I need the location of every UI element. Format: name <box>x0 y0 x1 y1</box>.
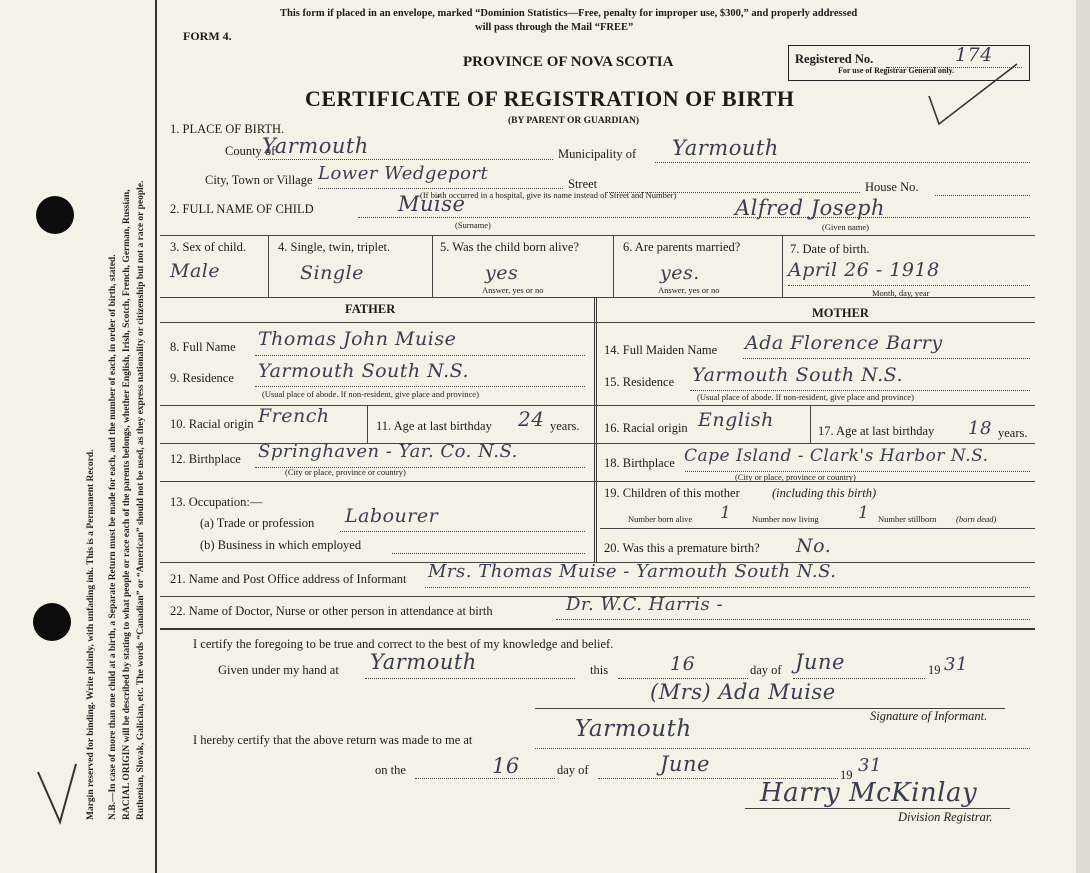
father-name-value: Thomas John Muise <box>258 328 457 350</box>
stillborn-note: (born dead) <box>956 514 997 524</box>
year-prefix: 19 <box>928 663 941 677</box>
mother-name-line <box>743 358 1030 359</box>
county-line <box>258 159 553 160</box>
registered-no-label: Registered No. <box>795 52 874 66</box>
doctor-label: 22. Name of Doctor, Nurse or other person in attendance at birth <box>170 604 493 618</box>
doctor-line <box>556 619 1030 620</box>
row3-div-2 <box>432 235 433 297</box>
mother-name-label: 14. Full Maiden Name <box>604 343 718 357</box>
registrar-use-note: For use of Registrar General only. <box>838 66 955 75</box>
margin-check-mark <box>32 760 82 830</box>
father-residence-label: 9. Residence <box>170 371 234 385</box>
children-label: 19. Children of this mother <box>604 486 740 500</box>
row3-div-3 <box>613 235 614 297</box>
municipality-line <box>655 162 1030 163</box>
father-age-label: 11. Age at last birthday <box>376 419 492 433</box>
trade-line <box>340 531 585 532</box>
form-number: FORM 4. <box>183 29 232 43</box>
father-heading: FATHER <box>345 302 396 316</box>
mother-age-label: 17. Age at last birthday <box>818 424 935 438</box>
province-heading: PROVINCE OF NOVA SCOTIA <box>463 54 674 70</box>
born-alive-value: yes <box>485 262 519 284</box>
street-label: Street <box>568 177 598 191</box>
informant-line <box>425 587 1030 588</box>
postal-notice: This form if placed in an envelope, marked “Dominion Statistics—Free, penalty for improper use, $300,” and properly addressed <box>280 8 858 19</box>
binding-hole-top <box>36 196 74 234</box>
day-line <box>618 678 748 679</box>
row3-top-rule <box>160 235 1035 236</box>
premature-label: 20. Was this a premature birth? <box>604 541 760 555</box>
father-name-line <box>255 355 585 356</box>
registrar-year-prefix: 19 <box>840 768 853 782</box>
parents-married-label: 6. Are parents married? <box>623 240 741 254</box>
date-of-birth-label: 7. Date of birth. <box>790 242 870 256</box>
registrar-day-of-label: day of <box>557 763 589 777</box>
page-edge-shadow <box>1076 0 1090 873</box>
city-line <box>318 188 563 189</box>
children-note: (including this birth) <box>772 486 877 500</box>
row3-div-4 <box>782 235 783 297</box>
county-label: County of <box>225 144 276 158</box>
doctor-value: Dr. W.C. Harris - <box>566 594 724 615</box>
mother-name-value: Ada Florence Barry <box>745 332 943 354</box>
registrar-signature-line <box>745 808 1010 809</box>
business-label: (b) Business in which employed <box>200 538 362 552</box>
informant-value: Mrs. Thomas Muise - Yarmouth South N.S. <box>428 561 837 582</box>
house-label: House No. <box>865 180 919 194</box>
row12-rule <box>160 481 1035 482</box>
hospital-note: (If birth occurred in a hospital, give its name instead of Street and Number) <box>420 190 677 200</box>
municipality-value: Yarmouth <box>672 136 779 160</box>
registrar-day-line <box>415 778 555 779</box>
date-of-birth-line <box>788 285 1030 286</box>
father-birthplace-caption: (City or place, province or country) <box>285 467 406 477</box>
certificate-title: CERTIFICATE OF REGISTRATION OF BIRTH <box>305 86 795 111</box>
municipality-label: Municipality of <box>558 147 637 161</box>
child-name-label: 2. FULL NAME OF CHILD <box>170 202 314 216</box>
informant-signature-caption: Signature of Informant. <box>870 709 988 723</box>
born-alive-label: 5. Was the child born alive? <box>440 240 580 254</box>
month-value: June <box>795 650 845 674</box>
mother-heading: MOTHER <box>812 306 869 320</box>
mother-race-value: English <box>698 409 774 431</box>
born-alive-count-label: Number born alive <box>628 514 693 524</box>
certification-statement: I certify the foregoing to be true and correct to the best of my knowledge and belief. <box>193 637 614 651</box>
informant-signature: (Mrs) Ada Muise <box>650 680 836 704</box>
mother-residence-label: 15. Residence <box>604 375 675 389</box>
plurality-value: Single <box>300 262 364 284</box>
registrar-statement: I hereby certify that the above return was made to me at <box>193 733 473 747</box>
surname-caption: (Surname) <box>455 220 491 230</box>
place-of-birth-heading: 1. PLACE OF BIRTH. <box>170 122 285 136</box>
father-birthplace-label: 12. Birthplace <box>170 452 241 466</box>
now-living-label: Number now living <box>752 514 819 524</box>
day-of-label: day of <box>750 663 782 677</box>
given-place-line <box>365 678 575 679</box>
registrar-signature: Harry McKinlay <box>760 778 978 808</box>
certificate-subtitle: (BY PARENT OR GUARDIAN) <box>508 116 639 126</box>
date-of-birth-value: April 26 - 1918 <box>788 259 940 281</box>
informant-label: 21. Name and Post Office address of Informant <box>170 572 407 586</box>
binding-hole-bottom <box>33 603 71 641</box>
given-place-value: Yarmouth <box>370 650 477 674</box>
now-living-value: 1 <box>858 503 870 523</box>
father-race-label: 10. Racial origin <box>170 417 254 431</box>
father-residence-value: Yarmouth South N.S. <box>258 360 470 382</box>
mother-residence-caption: (Usual place of abode. If non-resident, give place and province) <box>697 392 914 402</box>
father-age-value: 24 <box>518 407 545 431</box>
mother-birthplace-label: 18. Birthplace <box>604 456 675 470</box>
registrar-place-value: Yarmouth <box>575 716 692 742</box>
mother-race-label: 16. Racial origin <box>604 421 688 435</box>
father-age-unit: years. <box>550 419 580 433</box>
sex-label: 3. Sex of child. <box>170 240 247 254</box>
registrar-place-line <box>535 748 1030 749</box>
given-name-caption: (Given name) <box>822 222 869 232</box>
county-value: Yarmouth <box>262 134 369 158</box>
side-note-nationality: Ruthenian, Slovak, Galician, etc. The words “Canadian” or “American” should not be used, as they express nationality or citizenship but not a race or people. <box>136 180 146 820</box>
registrar-signature-caption: Division Registrar. <box>898 810 993 824</box>
plurality-label: 4. Single, twin, triplet. <box>278 240 391 254</box>
postal-notice-free: will pass through the Mail “FREE” <box>475 22 634 33</box>
mother-birthplace-caption: (City or place, province or country) <box>735 472 856 482</box>
side-note-racial-origin: RACIAL ORIGIN will be described by stating to what people or race each of the parents belongs, whether English, Irish, Scotch, French, German, Russian, <box>122 189 132 820</box>
mother-residence-line <box>690 390 1030 391</box>
mother-age-unit: years. <box>998 426 1028 440</box>
child-name-line <box>358 217 1030 218</box>
house-line <box>935 195 1030 196</box>
trade-value: Labourer <box>345 505 439 527</box>
stillborn-label: Number stillborn <box>878 514 937 524</box>
business-line <box>392 553 585 554</box>
registered-check-mark <box>925 60 1020 130</box>
side-note-multiple-births: N.B.—In case of more than one child at a birth, a Separate Return must be made for each, and the number of each, in order of birth, stated. <box>108 254 118 820</box>
born-alive-caption: Answer, yes or no <box>482 285 544 295</box>
mother-age-value: 18 <box>968 418 992 439</box>
margin-rule <box>155 0 157 873</box>
trade-label: (a) Trade or profession <box>200 516 315 530</box>
occupation-label: 13. Occupation:— <box>170 495 263 509</box>
day-value: 16 <box>670 653 696 675</box>
premature-value: No. <box>796 535 832 557</box>
surname-value: Muise <box>398 192 466 216</box>
heading-rule <box>160 322 1035 323</box>
born-alive-count-value: 1 <box>720 503 732 523</box>
row10-div-mother <box>810 405 811 443</box>
mother-birthplace-value: Cape Island - Clark's Harbor N.S. <box>684 446 989 466</box>
this-label: this <box>590 663 609 677</box>
registrar-year-value: 31 <box>858 755 882 776</box>
parents-married-caption: Answer, yes or no <box>658 285 720 295</box>
city-label: City, Town or Village <box>205 173 313 187</box>
father-race-value: French <box>258 405 330 427</box>
given-under-label: Given under my hand at <box>218 663 339 677</box>
registrar-day-value: 16 <box>492 754 520 778</box>
month-line <box>793 678 925 679</box>
registered-no-value: 174 <box>955 44 993 66</box>
side-note-margin: Margin reserved for binding. Write plainly, with unfading ink. This is a Permanent Record. <box>86 449 96 820</box>
parents-married-value: yes. <box>660 262 700 284</box>
father-mother-divider <box>594 297 597 562</box>
father-residence-line <box>255 386 585 387</box>
children-rule <box>600 528 1035 529</box>
row22-rule <box>160 628 1035 630</box>
sex-value: Male <box>170 260 221 282</box>
mother-residence-value: Yarmouth South N.S. <box>692 364 904 386</box>
father-residence-caption: (Usual place of abode. If non-resident, give place and province) <box>262 389 479 399</box>
row3-div-1 <box>268 235 269 297</box>
city-value: Lower Wedgeport <box>318 163 489 184</box>
father-birthplace-value: Springhaven - Yar. Co. N.S. <box>258 441 518 462</box>
registrar-month-value: June <box>660 752 710 776</box>
year-value: 31 <box>944 654 968 675</box>
row10-div-father <box>367 405 368 443</box>
on-the-label: on the <box>375 763 406 777</box>
date-of-birth-caption: Month, day, year <box>872 288 930 298</box>
given-name-value: Alfred Joseph <box>735 196 885 220</box>
father-name-label: 8. Full Name <box>170 340 236 354</box>
